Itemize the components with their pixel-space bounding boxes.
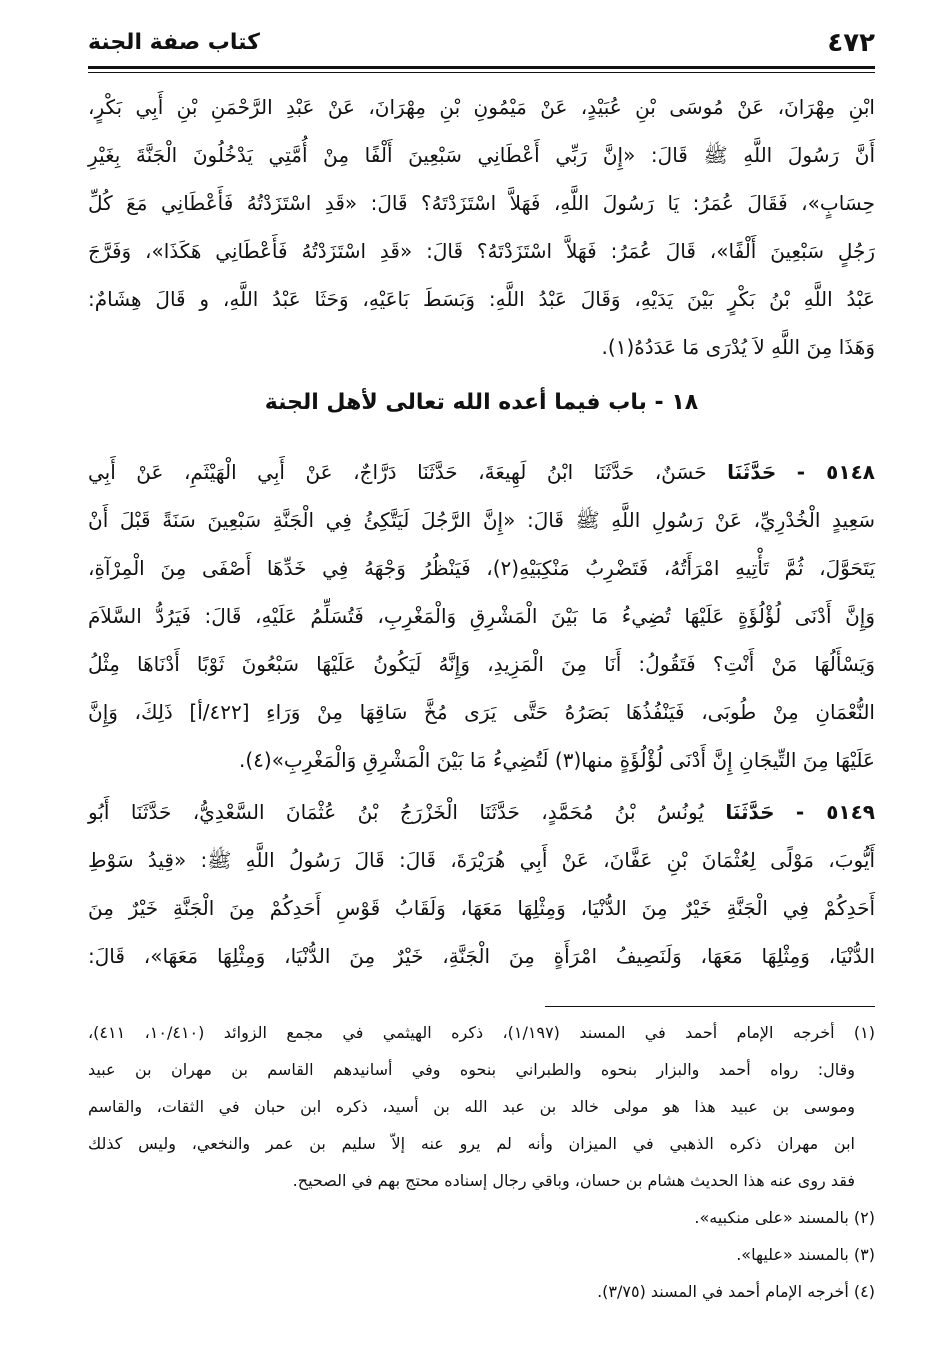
footnote-1-cont: ابن مهران ذكره الذهبي في الميزان وأنه لم يرو عنه إلاّ سليم بن عمر والنخعي، وليس كذلك xyxy=(88,1134,855,1153)
text-line: الدُّنْيَا، وَمِثْلِهَا مَعَهَا، وَلَنَصِيفُ امْرَأَةٍ مِنَ الْجَنَّةِ، خَيْرٌ مِنَ الدُّنْيَا، وَمِثْلِهَا مَعَهَا»، قَالَ: xyxy=(88,944,875,968)
text-line: سَعِيدٍ الْخُدْرِيِّ، عَنْ رَسُولِ اللَّهِ ﷺ قَالَ: «إِنَّ الرَّجُلَ لَيَتَّكِئُ فِي الْجَنَّةِ سَبْعِينَ سَنَةً قَبْلَ أَنْ xyxy=(88,508,875,532)
paragraph-continuation xyxy=(88,83,875,371)
text-line: عَبْدُ اللَّهِ بْنُ بَكْرٍ بَيْنَ يَدَيْهِ، وَقَالَ عَبْدُ اللَّهِ: وَبَسَطَ بَاعَيْهِ، وَحَثَا عَبْدُ اللَّهِ، و قَالَ هِشَامٌ: xyxy=(88,287,875,311)
running-header-title: كتاب صفة الجنة xyxy=(88,30,260,55)
text-line: عَلَيْهَا مِنَ التِّيجَانِ إِنَّ أَدْنَى لُؤْلُؤَةٍ منها(٣) لَتُضِيءُ مَا بَيْنَ الْمَشْرِقِ وَالْمَغْرِبِ»(٤). xyxy=(238,748,875,772)
hadith-lead: حَدَّثَنَا xyxy=(727,460,777,484)
footnote-1: (١) أخرجه الإمام أحمد في المسند (١/١٩٧)، ذكره الهيثمي في مجمع الزوائد (١٠/٤١٠، ٤١١)، xyxy=(88,1023,876,1042)
text-span: حَسَنٌ، حَدَّثَنَا ابْنُ لَهِيعَةَ، حَدَّثَنَا دَرَّاجٌ، عَنْ أَبِي الْهَيْثَمِ، عَنْ أَبِي xyxy=(88,460,707,484)
hadith-5149 xyxy=(88,788,875,980)
text-line: أَحَدِكُمْ فِي الْجَنَّةِ خَيْرٌ مِنَ الدُّنْيَا، وَمِثْلِهَا مَعَهَا، وَلَقَابُ قَوْسِ أَحَدِكُمْ مِنَ الْجَنَّةِ خَيْرٌ مِنَ xyxy=(88,896,875,920)
text-line: وَإِنَّ أَدْنَى لُؤْلُؤَةٍ عَلَيْهَا تُضِيءُ مَا بَيْنَ الْمَشْرِقِ وَالْمَغْرِبِ، فَتُسَلِّمُ عَلَيْهِ، قَالَ: فَيَرُدُّ السَّلاَمَ xyxy=(88,604,875,628)
footnote-1-cont: فقد روى عنه هذا الحديث هشام بن حسان، وباقي رجال إسناده محتج بهم في الصحيح. xyxy=(292,1171,855,1190)
footnote-4: (٤) أخرجه الإمام أحمد في المسند (٣/٧٥). xyxy=(597,1282,875,1301)
page-number: ٤٧٢ xyxy=(827,28,875,58)
text-line: وَيَسْأَلُهَا مَنْ أَنْتِ؟ فَتَقُولُ: أَنَا مِنَ الْمَزِيدِ، وَإِنَّهُ لَيَكُونُ عَلَيْهَا سَبْعُونَ ثَوْبًا أَدْنَاهَا مِثْلُ xyxy=(88,652,875,676)
header-rule xyxy=(88,66,875,69)
text-line xyxy=(88,448,875,496)
text-line: النُّعْمَانِ مِنْ طُوبَى، فَيَنْفُذُهَا بَصَرُهُ حَتَّى يَرَى مُخَّ سَاقِهَا مِنْ وَرَاءِ [٤٢٢/أ] ذَلِكَ، وَإِنَّ xyxy=(88,700,875,724)
footnote-1-cont: وقال: رواه أحمد والبزار بنحوه والطبراني بنحوه وفي أسانيدهم القاسم بن مهران بن عبيد xyxy=(88,1060,855,1079)
text-line xyxy=(88,788,875,836)
text-line: أَيُّوبَ، مَوْلًى لِعُثْمَانَ بْنِ عَفَّانَ، عَنْ أَبِي هُرَيْرَةَ، قَالَ: قَالَ رَسُولُ اللَّهِ ﷺ: «قِيدُ سَوْطِ xyxy=(88,848,875,872)
footnote-rule xyxy=(545,1006,875,1007)
header-rule-thin xyxy=(88,72,875,73)
footnotes xyxy=(88,1014,875,1310)
footnote-1-cont: وموسى بن عبيد هذا هو مولى خالد بن عبد الله بن أسيد، ذكره ابن حبان في الثقات، والقاسم xyxy=(88,1097,855,1116)
text-line: حِسَابٍ»، فَقَالَ عُمَرُ: يَا رَسُولَ اللَّهِ، فَهَلاَّ اسْتَزَدْتَهُ؟ قَالَ: «قَدِ اسْتَزَدْتُهُ فَأَعْطَانِي مَعَ كُلِّ xyxy=(88,191,875,215)
footnote-3: (٣) بالمسند «عليها». xyxy=(736,1245,875,1264)
text-line: أَنَّ رَسُولَ اللَّهِ ﷺ قَالَ: «إِنَّ رَبِّي أَعْطَانِي سَبْعِينَ أَلْفًا مِنْ أُمَّتِي يَدْخُلُونَ الْجَنَّةَ بِغَيْرِ xyxy=(88,143,875,167)
hadith-lead: حَدَّثَنَا xyxy=(725,800,775,824)
text-line: يَتَحَوَّلَ، ثُمَّ تَأْتِيهِ امْرَأَتُهُ، فَتَضْرِبُ مَنْكِبَيْهِ(٢)، فَيَنْظُرُ وَجْهَهُ فِي خَدِّهَا أَصْفَى مِنَ الْمِرْآةِ، xyxy=(88,556,876,580)
hadith-number: ٥١٤٩ - xyxy=(795,800,876,824)
text-line: رَجُلٍ سَبْعِينَ أَلْفًا»، قَالَ عُمَرُ: فَهَلاَّ اسْتَزَدْتَهُ؟ قَالَ: «قَدِ اسْتَزَدْتُهُ فَأَعْطَانِي هَكَذَا»، وَفَرَّجَ xyxy=(88,239,875,263)
footnote-2: (٢) بالمسند «على منكبيه». xyxy=(694,1208,875,1227)
chapter-heading: ١٨ - باب فيما أعده الله تعالى لأهل الجنة xyxy=(264,390,699,415)
text-line: وَهَذَا مِنَ اللَّهِ لاَ يُدْرَى مَا عَدَدُهُ(١). xyxy=(601,335,875,359)
hadith-number: ٥١٤٨ - xyxy=(796,460,875,484)
text-line: ابْنِ مِهْرَانَ، عَنْ مُوسَى بْنِ عُبَيْدٍ، عَنْ مَيْمُونِ بْنِ مِهْرَانَ، عَنْ عَبْدِ الرَّحْمَنِ بْنِ أَبِي بَكْرٍ، xyxy=(88,95,875,119)
hadith-5148 xyxy=(88,448,875,784)
text-span: يُونُسُ بْنُ مُحَمَّدٍ، حَدَّثَنَا الْخَزْرَجُ بْنُ عُثْمَانَ السَّعْدِيُّ، حَدَّثَنَا أَبُو xyxy=(88,800,704,824)
